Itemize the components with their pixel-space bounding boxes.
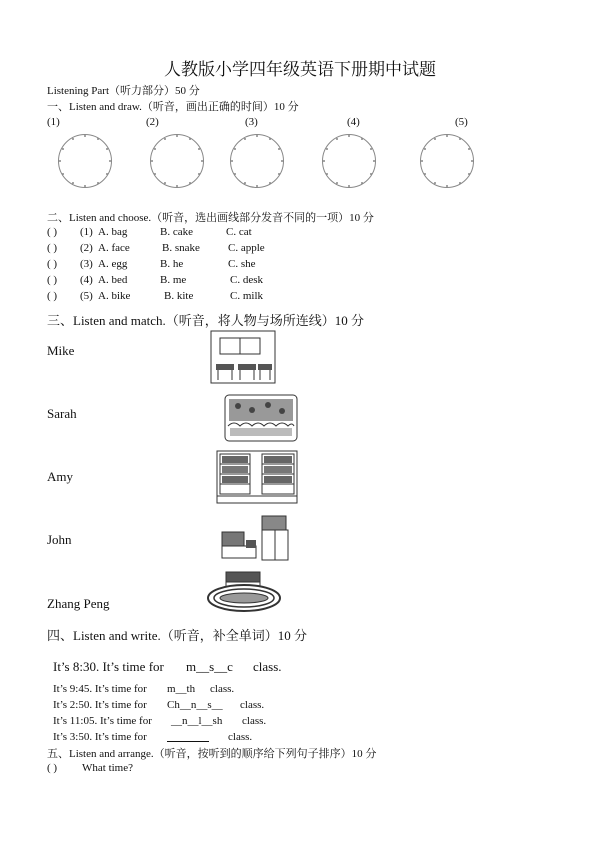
person-name-zhang-peng[interactable]: Zhang Peng bbox=[47, 596, 110, 611]
clock-face-2[interactable] bbox=[150, 134, 204, 188]
page-title: 人教版小学四年级英语下册期中试题 bbox=[164, 60, 436, 79]
clock-tick bbox=[234, 148, 236, 150]
option-a: A. bed bbox=[98, 274, 128, 286]
answer-blank[interactable]: ( ) bbox=[47, 290, 58, 302]
clock-face-5[interactable] bbox=[420, 134, 474, 188]
option-b: B. he bbox=[160, 258, 184, 270]
option-c: C. milk bbox=[230, 290, 264, 302]
question-number: (3) bbox=[80, 258, 93, 270]
clock-face-4[interactable] bbox=[322, 134, 376, 188]
clock-tick bbox=[198, 173, 200, 175]
sentence-end: class. bbox=[240, 699, 265, 711]
clock-tick bbox=[326, 148, 328, 150]
section3-heading: 三、Listen and match.（听音，将人物与场所连线）10 分 bbox=[47, 313, 365, 328]
clock-tick bbox=[231, 160, 233, 162]
clock-tick bbox=[421, 160, 423, 162]
option-a: A. bike bbox=[98, 290, 131, 302]
word-blank-line[interactable] bbox=[167, 731, 209, 742]
clock-tick bbox=[336, 182, 338, 184]
person-name-mike[interactable]: Mike bbox=[47, 343, 75, 358]
clock-tick bbox=[234, 173, 236, 175]
clock-tick bbox=[269, 138, 271, 140]
clock-tick bbox=[97, 138, 99, 140]
sentence-end: class. bbox=[242, 715, 267, 727]
answer-blank[interactable]: ( ) bbox=[47, 274, 58, 286]
clock-tick bbox=[62, 173, 64, 175]
person-name-amy[interactable]: Amy bbox=[47, 469, 73, 484]
option-c: C. desk bbox=[230, 274, 263, 286]
clock-tick bbox=[176, 135, 178, 137]
option-b: B. kite bbox=[164, 290, 194, 302]
clock-tick bbox=[154, 148, 156, 150]
clock-tick bbox=[198, 148, 200, 150]
section1-heading: 一、Listen and draw.（听音，画出正确的时间）10 分 bbox=[47, 101, 299, 113]
clock-tick bbox=[424, 173, 426, 175]
clock-tick bbox=[278, 173, 280, 175]
arrange-sentence: What time? bbox=[82, 762, 134, 774]
clock-tick bbox=[370, 148, 372, 150]
example-word[interactable]: m__s__c bbox=[186, 659, 233, 674]
clock-number-4: (4) bbox=[347, 116, 360, 128]
clock-tick bbox=[278, 148, 280, 150]
sentence-start: It’s 3:50. It’s time for bbox=[53, 731, 147, 743]
clock-tick bbox=[326, 173, 328, 175]
person-name-john[interactable]: John bbox=[47, 532, 72, 547]
clock-tick bbox=[269, 182, 271, 184]
clock-tick bbox=[244, 182, 246, 184]
sentence-end: class. bbox=[210, 683, 235, 695]
clock-tick bbox=[348, 135, 350, 137]
clock-tick bbox=[109, 160, 111, 162]
word-blank[interactable]: __n__l__sh bbox=[171, 715, 223, 727]
section5-heading: 五、Listen and arrange.（听音，按听到的顺序给下列句子排序）10 分 bbox=[47, 748, 377, 760]
option-a: A. bag bbox=[98, 226, 128, 238]
clock-tick bbox=[72, 182, 74, 184]
answer-blank[interactable]: ( ) bbox=[47, 242, 58, 254]
person-name-sarah[interactable]: Sarah bbox=[47, 406, 77, 421]
clock-tick bbox=[84, 135, 86, 137]
clock-tick bbox=[459, 138, 461, 140]
option-b: B. snake bbox=[162, 242, 200, 254]
clock-tick bbox=[370, 173, 372, 175]
option-c: C. she bbox=[228, 258, 256, 270]
section2-heading: 二、Listen and choose.（听音，选出画线部分发音不同的一项）10 分 bbox=[47, 212, 374, 224]
clock-number-1: (1) bbox=[47, 116, 60, 128]
clock-tick bbox=[361, 182, 363, 184]
clock-tick bbox=[373, 160, 375, 162]
clock-tick bbox=[154, 173, 156, 175]
sentence-end: class. bbox=[228, 731, 253, 743]
question-number: (1) bbox=[80, 226, 93, 238]
clock-tick bbox=[106, 148, 108, 150]
sentence-start: It’s 11:05. It’s time for bbox=[53, 715, 152, 727]
clock-tick bbox=[189, 138, 191, 140]
clock-tick bbox=[151, 160, 153, 162]
listening-part-label: Listening Part（听力部分）50 分 bbox=[47, 85, 200, 97]
clock-tick bbox=[424, 148, 426, 150]
example-sentence-end: class. bbox=[253, 659, 282, 674]
question-number: (5) bbox=[80, 290, 93, 302]
classroom-picture[interactable] bbox=[210, 330, 276, 384]
clock-number-5: (5) bbox=[455, 116, 468, 128]
example-sentence-start: It’s 8:30. It’s time for bbox=[53, 659, 164, 674]
question-number: (2) bbox=[80, 242, 93, 254]
question-number: (4) bbox=[80, 274, 93, 286]
clock-tick bbox=[471, 160, 473, 162]
clock-tick bbox=[244, 138, 246, 140]
sentence-start: It’s 2:50. It’s time for bbox=[53, 699, 147, 711]
clock-tick bbox=[72, 138, 74, 140]
clock-tick bbox=[164, 182, 166, 184]
word-blank[interactable]: m__th bbox=[167, 683, 196, 695]
clock-tick bbox=[281, 160, 283, 162]
clock-tick bbox=[468, 148, 470, 150]
word-blank[interactable]: Ch__n__s__ bbox=[167, 699, 223, 711]
order-blank[interactable]: ( ) bbox=[47, 762, 58, 774]
clock-tick bbox=[256, 185, 258, 187]
playground-picture[interactable] bbox=[204, 570, 284, 614]
clock-tick bbox=[323, 160, 325, 162]
section4-heading: 四、Listen and write.（听音，补全单词）10 分 bbox=[47, 628, 307, 643]
clock-tick bbox=[446, 135, 448, 137]
answer-blank[interactable]: ( ) bbox=[47, 226, 58, 238]
option-a: A. egg bbox=[98, 258, 128, 270]
clock-face-3[interactable] bbox=[230, 134, 284, 188]
clock-tick bbox=[164, 138, 166, 140]
option-a: A. face bbox=[98, 242, 130, 254]
clock-tick bbox=[84, 185, 86, 187]
clock-tick bbox=[348, 185, 350, 187]
library-picture[interactable] bbox=[216, 450, 298, 504]
clock-tick bbox=[106, 173, 108, 175]
clock-number-3: (3) bbox=[245, 116, 258, 128]
clock-tick bbox=[62, 148, 64, 150]
option-b: B. cake bbox=[160, 226, 193, 238]
clock-tick bbox=[459, 182, 461, 184]
clock-tick bbox=[201, 160, 203, 162]
answer-blank[interactable]: ( ) bbox=[47, 258, 58, 270]
clock-tick bbox=[189, 182, 191, 184]
option-b: B. me bbox=[160, 274, 187, 286]
clock-tick bbox=[434, 138, 436, 140]
option-c: C. apple bbox=[228, 242, 265, 254]
option-c: C. cat bbox=[226, 226, 252, 238]
clock-tick bbox=[176, 185, 178, 187]
teachers-office-picture[interactable] bbox=[218, 512, 290, 562]
clock-tick bbox=[336, 138, 338, 140]
sentence-start: It’s 9:45. It’s time for bbox=[53, 683, 147, 695]
clock-tick bbox=[256, 135, 258, 137]
clock-tick bbox=[361, 138, 363, 140]
clock-face-1[interactable] bbox=[58, 134, 112, 188]
clock-tick bbox=[97, 182, 99, 184]
clock-number-2: (2) bbox=[146, 116, 159, 128]
clock-tick bbox=[59, 160, 61, 162]
clock-tick bbox=[446, 185, 448, 187]
clock-tick bbox=[434, 182, 436, 184]
clock-tick bbox=[468, 173, 470, 175]
canteen-picture[interactable] bbox=[224, 394, 298, 442]
